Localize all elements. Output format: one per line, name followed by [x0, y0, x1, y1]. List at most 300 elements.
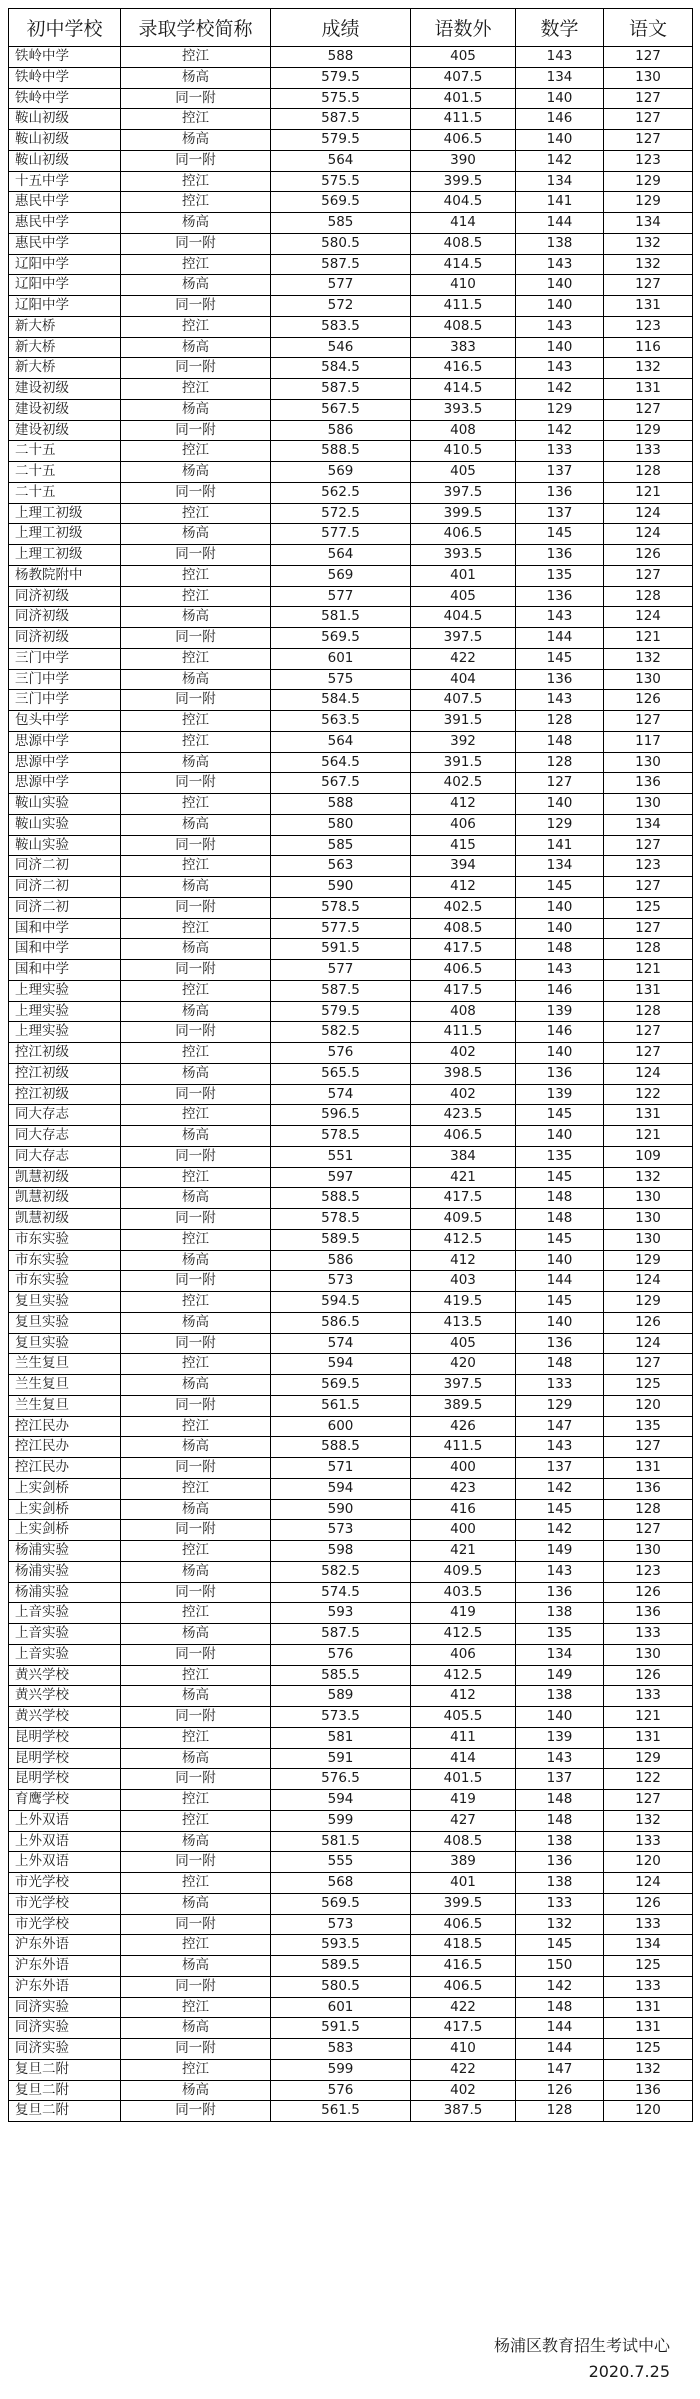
- cell-junior-school: 新大桥: [9, 358, 121, 379]
- cell-math: 144: [516, 628, 604, 649]
- cell-math: 144: [516, 2018, 604, 2039]
- cell-admitted-school: 杨高: [121, 1831, 271, 1852]
- cell-chinese: 130: [604, 1541, 693, 1562]
- table-row: [9, 1624, 693, 1645]
- cell-junior-school: 思源中学: [9, 752, 121, 773]
- table-row: [9, 1354, 693, 1375]
- cell-total-score: 564: [271, 150, 411, 171]
- cell-admitted-school: 同一附: [121, 1520, 271, 1541]
- cell-junior-school: 鞍山实验: [9, 794, 121, 815]
- cell-chinese-math-english: 403.5: [411, 1582, 516, 1603]
- cell-chinese-math-english: 415: [411, 835, 516, 856]
- cell-total-score: 601: [271, 1997, 411, 2018]
- cell-admitted-school: 控江: [121, 918, 271, 939]
- cell-chinese-math-english: 407.5: [411, 690, 516, 711]
- cell-junior-school: 上理工初级: [9, 524, 121, 545]
- cell-chinese-math-english: 406: [411, 1644, 516, 1665]
- cell-math: 148: [516, 1188, 604, 1209]
- table-row: [9, 1105, 693, 1126]
- cell-admitted-school: 控江: [121, 1105, 271, 1126]
- cell-total-score: 587.5: [271, 254, 411, 275]
- cell-math: 142: [516, 379, 604, 400]
- table-row: [9, 358, 693, 379]
- cell-total-score: 579.5: [271, 1001, 411, 1022]
- cell-junior-school: 二十五: [9, 462, 121, 483]
- cell-math: 136: [516, 1333, 604, 1354]
- cell-chinese: 126: [604, 690, 693, 711]
- cell-chinese-math-english: 409.5: [411, 1561, 516, 1582]
- cell-admitted-school: 同一附: [121, 482, 271, 503]
- cell-chinese: 130: [604, 752, 693, 773]
- cell-chinese: 123: [604, 150, 693, 171]
- table-row: [9, 379, 693, 400]
- table-row: [9, 980, 693, 1001]
- cell-chinese: 123: [604, 316, 693, 337]
- cell-chinese-math-english: 419: [411, 1790, 516, 1811]
- cell-admitted-school: 杨高: [121, 1188, 271, 1209]
- cell-math: 140: [516, 1707, 604, 1728]
- cell-chinese-math-english: 427: [411, 1810, 516, 1831]
- cell-junior-school: 复旦实验: [9, 1312, 121, 1333]
- cell-chinese-math-english: 402.5: [411, 773, 516, 794]
- cell-total-score: 576: [271, 1043, 411, 1064]
- cell-junior-school: 控江初级: [9, 1084, 121, 1105]
- cell-math: 133: [516, 441, 604, 462]
- cell-junior-school: 鞍山初级: [9, 130, 121, 151]
- cell-chinese-math-english: 418.5: [411, 1935, 516, 1956]
- cell-total-score: 587.5: [271, 109, 411, 130]
- cell-math: 141: [516, 192, 604, 213]
- cell-chinese-math-english: 414: [411, 213, 516, 234]
- table-row: [9, 939, 693, 960]
- cell-chinese: 136: [604, 773, 693, 794]
- cell-junior-school: 上理工初级: [9, 545, 121, 566]
- table-row: [9, 1893, 693, 1914]
- cell-chinese-math-english: 402.5: [411, 897, 516, 918]
- cell-total-score: 565.5: [271, 1063, 411, 1084]
- cell-math: 140: [516, 337, 604, 358]
- cell-junior-school: 辽阳中学: [9, 254, 121, 275]
- table-row: [9, 607, 693, 628]
- cell-admitted-school: 控江: [121, 441, 271, 462]
- table-row: [9, 773, 693, 794]
- cell-total-score: 579.5: [271, 67, 411, 88]
- cell-math: 142: [516, 1478, 604, 1499]
- cell-total-score: 591.5: [271, 939, 411, 960]
- cell-junior-school: 杨浦实验: [9, 1582, 121, 1603]
- table-row: [9, 171, 693, 192]
- cell-math: 138: [516, 233, 604, 254]
- cell-chinese-math-english: 398.5: [411, 1063, 516, 1084]
- cell-chinese-math-english: 402: [411, 1084, 516, 1105]
- cell-admitted-school: 同一附: [121, 1022, 271, 1043]
- cell-admitted-school: 同一附: [121, 545, 271, 566]
- table-row: [9, 337, 693, 358]
- cell-chinese-math-english: 408.5: [411, 233, 516, 254]
- table-body: [9, 47, 693, 2122]
- cell-chinese-math-english: 387.5: [411, 2101, 516, 2122]
- cell-math: 150: [516, 1956, 604, 1977]
- cell-admitted-school: 杨高: [121, 1956, 271, 1977]
- cell-total-score: 546: [271, 337, 411, 358]
- cell-chinese: 133: [604, 1914, 693, 1935]
- cell-chinese: 133: [604, 441, 693, 462]
- cell-chinese: 129: [604, 192, 693, 213]
- cell-chinese-math-english: 391.5: [411, 711, 516, 732]
- cell-total-score: 578.5: [271, 897, 411, 918]
- cell-admitted-school: 同一附: [121, 1395, 271, 1416]
- cell-chinese: 136: [604, 1478, 693, 1499]
- cell-total-score: 574.5: [271, 1582, 411, 1603]
- cell-chinese: 117: [604, 731, 693, 752]
- cell-junior-school: 黄兴学校: [9, 1686, 121, 1707]
- cell-chinese: 127: [604, 1790, 693, 1811]
- cell-admitted-school: 杨高: [121, 524, 271, 545]
- table-row: [9, 586, 693, 607]
- cell-chinese-math-english: 421: [411, 1167, 516, 1188]
- table-row: [9, 1831, 693, 1852]
- cell-total-score: 578.5: [271, 1209, 411, 1230]
- cell-admitted-school: 同一附: [121, 1209, 271, 1230]
- cell-total-score: 581.5: [271, 1831, 411, 1852]
- table-row: [9, 1146, 693, 1167]
- cell-chinese: 124: [604, 503, 693, 524]
- cell-admitted-school: 控江: [121, 586, 271, 607]
- cell-junior-school: 惠民中学: [9, 213, 121, 234]
- cell-chinese-math-english: 420: [411, 1354, 516, 1375]
- table-row: [9, 1810, 693, 1831]
- cell-total-score: 591.5: [271, 2018, 411, 2039]
- table-row: [9, 296, 693, 317]
- cell-math: 136: [516, 1582, 604, 1603]
- cell-chinese-math-english: 406.5: [411, 1914, 516, 1935]
- cell-chinese: 132: [604, 2059, 693, 2080]
- cell-math: 146: [516, 1022, 604, 1043]
- cell-junior-school: 杨教院附中: [9, 565, 121, 586]
- table-row: [9, 1084, 693, 1105]
- cell-admitted-school: 杨高: [121, 752, 271, 773]
- cell-total-score: 589.5: [271, 1229, 411, 1250]
- cell-chinese: 126: [604, 1582, 693, 1603]
- cell-admitted-school: 杨高: [121, 1126, 271, 1147]
- table-row: [9, 1541, 693, 1562]
- cell-chinese-math-english: 408.5: [411, 1831, 516, 1852]
- cell-junior-school: 同济二初: [9, 856, 121, 877]
- cell-chinese-math-english: 397.5: [411, 482, 516, 503]
- cell-chinese-math-english: 417.5: [411, 2018, 516, 2039]
- cell-total-score: 573: [271, 1520, 411, 1541]
- cell-chinese: 134: [604, 814, 693, 835]
- cell-chinese-math-english: 397.5: [411, 1375, 516, 1396]
- cell-total-score: 580.5: [271, 233, 411, 254]
- cell-junior-school: 上实剑桥: [9, 1478, 121, 1499]
- cell-math: 128: [516, 2101, 604, 2122]
- cell-chinese: 121: [604, 482, 693, 503]
- cell-junior-school: 昆明学校: [9, 1748, 121, 1769]
- cell-admitted-school: 同一附: [121, 690, 271, 711]
- cell-total-score: 571: [271, 1458, 411, 1479]
- table-row: [9, 1209, 693, 1230]
- cell-math: 138: [516, 1603, 604, 1624]
- header-math: 数学: [516, 9, 604, 47]
- cell-admitted-school: 控江: [121, 171, 271, 192]
- cell-math: 136: [516, 482, 604, 503]
- table-row: [9, 1976, 693, 1997]
- table-row: [9, 254, 693, 275]
- cell-math: 143: [516, 607, 604, 628]
- table-row: [9, 1001, 693, 1022]
- cell-admitted-school: 同一附: [121, 1084, 271, 1105]
- table-row: [9, 1167, 693, 1188]
- cell-chinese: 121: [604, 1126, 693, 1147]
- cell-chinese: 126: [604, 1665, 693, 1686]
- cell-chinese: 125: [604, 897, 693, 918]
- cell-chinese-math-english: 412: [411, 794, 516, 815]
- cell-chinese-math-english: 406.5: [411, 1976, 516, 1997]
- cell-junior-school: 鞍山初级: [9, 109, 121, 130]
- cell-junior-school: 十五中学: [9, 171, 121, 192]
- cell-chinese-math-english: 416: [411, 1499, 516, 1520]
- cell-total-score: 586: [271, 420, 411, 441]
- cell-chinese-math-english: 416.5: [411, 1956, 516, 1977]
- cell-chinese-math-english: 412.5: [411, 1229, 516, 1250]
- cell-admitted-school: 杨高: [121, 939, 271, 960]
- cell-total-score: 576.5: [271, 1769, 411, 1790]
- cell-junior-school: 昆明学校: [9, 1769, 121, 1790]
- cell-total-score: 588.5: [271, 1437, 411, 1458]
- cell-total-score: 577: [271, 960, 411, 981]
- cell-total-score: 590: [271, 877, 411, 898]
- table-row: [9, 1997, 693, 2018]
- cell-chinese-math-english: 399.5: [411, 171, 516, 192]
- cell-math: 146: [516, 980, 604, 1001]
- cell-chinese-math-english: 417.5: [411, 939, 516, 960]
- cell-chinese: 127: [604, 275, 693, 296]
- cell-chinese-math-english: 405: [411, 462, 516, 483]
- table-row: [9, 1312, 693, 1333]
- cell-total-score: 569.5: [271, 628, 411, 649]
- cell-junior-school: 黄兴学校: [9, 1665, 121, 1686]
- cell-chinese: 127: [604, 1043, 693, 1064]
- cell-chinese-math-english: 411.5: [411, 296, 516, 317]
- cell-admitted-school: 杨高: [121, 669, 271, 690]
- cell-chinese: 130: [604, 1229, 693, 1250]
- table-row: [9, 1644, 693, 1665]
- cell-chinese: 128: [604, 1001, 693, 1022]
- cell-admitted-school: 同一附: [121, 1707, 271, 1728]
- table-row: [9, 1956, 693, 1977]
- cell-chinese: 130: [604, 1644, 693, 1665]
- cell-admitted-school: 控江: [121, 1541, 271, 1562]
- cell-chinese-math-english: 408: [411, 1001, 516, 1022]
- table-row: [9, 545, 693, 566]
- cell-admitted-school: 同一附: [121, 897, 271, 918]
- cell-chinese: 134: [604, 1935, 693, 1956]
- cell-total-score: 575.5: [271, 88, 411, 109]
- cell-chinese: 131: [604, 2018, 693, 2039]
- cell-chinese: 124: [604, 1873, 693, 1894]
- cell-math: 140: [516, 794, 604, 815]
- cell-total-score: 597: [271, 1167, 411, 1188]
- cell-math: 137: [516, 503, 604, 524]
- cell-total-score: 574: [271, 1084, 411, 1105]
- cell-math: 145: [516, 1935, 604, 1956]
- cell-chinese-math-english: 400: [411, 1458, 516, 1479]
- cell-total-score: 601: [271, 648, 411, 669]
- cell-total-score: 593.5: [271, 1935, 411, 1956]
- cell-junior-school: 兰生复旦: [9, 1354, 121, 1375]
- cell-math: 134: [516, 1644, 604, 1665]
- cell-math: 142: [516, 150, 604, 171]
- cell-chinese-math-english: 410: [411, 2039, 516, 2060]
- table-row: [9, 503, 693, 524]
- cell-total-score: 588.5: [271, 1188, 411, 1209]
- cell-junior-school: 惠民中学: [9, 192, 121, 213]
- cell-junior-school: 兰生复旦: [9, 1375, 121, 1396]
- cell-chinese: 124: [604, 1271, 693, 1292]
- cell-math: 140: [516, 296, 604, 317]
- cell-chinese: 127: [604, 1354, 693, 1375]
- cell-junior-school: 市光学校: [9, 1873, 121, 1894]
- cell-total-score: 573: [271, 1914, 411, 1935]
- cell-chinese-math-english: 419: [411, 1603, 516, 1624]
- cell-total-score: 567.5: [271, 773, 411, 794]
- cell-admitted-school: 控江: [121, 379, 271, 400]
- cell-admitted-school: 杨高: [121, 399, 271, 420]
- cell-total-score: 585: [271, 213, 411, 234]
- cell-total-score: 586: [271, 1250, 411, 1271]
- cell-chinese-math-english: 407.5: [411, 67, 516, 88]
- cell-math: 140: [516, 1250, 604, 1271]
- cell-math: 143: [516, 690, 604, 711]
- cell-total-score: 588: [271, 47, 411, 68]
- table-row: [9, 565, 693, 586]
- cell-chinese: 133: [604, 1686, 693, 1707]
- cell-math: 142: [516, 1520, 604, 1541]
- table-row: [9, 213, 693, 234]
- cell-chinese-math-english: 412: [411, 1250, 516, 1271]
- table-row: [9, 2018, 693, 2039]
- cell-total-score: 564: [271, 545, 411, 566]
- cell-total-score: 569.5: [271, 192, 411, 213]
- cell-chinese: 126: [604, 1893, 693, 1914]
- cell-total-score: 586.5: [271, 1312, 411, 1333]
- cell-chinese: 133: [604, 1624, 693, 1645]
- cell-admitted-school: 杨高: [121, 1437, 271, 1458]
- cell-math: 140: [516, 130, 604, 151]
- cell-chinese: 127: [604, 565, 693, 586]
- cell-chinese-math-english: 408.5: [411, 316, 516, 337]
- cell-admitted-school: 杨高: [121, 130, 271, 151]
- cell-chinese-math-english: 401: [411, 1873, 516, 1894]
- cell-chinese: 125: [604, 1375, 693, 1396]
- cell-math: 129: [516, 399, 604, 420]
- table-row: [9, 275, 693, 296]
- table-row: [9, 1188, 693, 1209]
- cell-admitted-school: 控江: [121, 1603, 271, 1624]
- cell-chinese: 127: [604, 130, 693, 151]
- cell-math: 147: [516, 1416, 604, 1437]
- table-row: [9, 1416, 693, 1437]
- cell-chinese: 131: [604, 1105, 693, 1126]
- cell-junior-school: 上实剑桥: [9, 1499, 121, 1520]
- cell-junior-school: 同大存志: [9, 1126, 121, 1147]
- cell-math: 139: [516, 1727, 604, 1748]
- table-row: [9, 1126, 693, 1147]
- cell-admitted-school: 控江: [121, 1167, 271, 1188]
- cell-total-score: 576: [271, 1644, 411, 1665]
- cell-admitted-school: 同一附: [121, 358, 271, 379]
- cell-chinese: 130: [604, 794, 693, 815]
- cell-admitted-school: 同一附: [121, 150, 271, 171]
- cell-junior-school: 建设初级: [9, 420, 121, 441]
- cell-junior-school: 上外双语: [9, 1810, 121, 1831]
- cell-math: 134: [516, 67, 604, 88]
- cell-total-score: 594.5: [271, 1292, 411, 1313]
- cell-math: 144: [516, 213, 604, 234]
- table-row: [9, 628, 693, 649]
- cell-math: 137: [516, 462, 604, 483]
- cell-admitted-school: 杨高: [121, 1375, 271, 1396]
- cell-chinese: 128: [604, 462, 693, 483]
- cell-math: 137: [516, 1458, 604, 1479]
- cell-total-score: 555: [271, 1852, 411, 1873]
- table-row: [9, 1458, 693, 1479]
- cell-chinese: 131: [604, 379, 693, 400]
- cell-chinese-math-english: 406.5: [411, 130, 516, 151]
- cell-chinese: 133: [604, 1976, 693, 1997]
- cell-total-score: 587.5: [271, 1624, 411, 1645]
- cell-chinese-math-english: 411.5: [411, 1022, 516, 1043]
- cell-chinese: 128: [604, 586, 693, 607]
- cell-total-score: 589.5: [271, 1956, 411, 1977]
- cell-total-score: 569: [271, 565, 411, 586]
- table-row: [9, 1603, 693, 1624]
- cell-math: 140: [516, 88, 604, 109]
- table-row: [9, 1686, 693, 1707]
- cell-total-score: 577: [271, 586, 411, 607]
- table-row: [9, 960, 693, 981]
- table-row: [9, 1043, 693, 1064]
- cell-math: 135: [516, 1146, 604, 1167]
- header-total-score: 成绩: [271, 9, 411, 47]
- header-chinese-math-english: 语数外: [411, 9, 516, 47]
- table-row: [9, 669, 693, 690]
- cell-admitted-school: 同一附: [121, 1271, 271, 1292]
- cell-admitted-school: 杨高: [121, 814, 271, 835]
- table-row: [9, 1727, 693, 1748]
- table-row: [9, 130, 693, 151]
- cell-chinese: 133: [604, 1831, 693, 1852]
- table-row: [9, 1914, 693, 1935]
- cell-admitted-school: 控江: [121, 1043, 271, 1064]
- cell-admitted-school: 杨高: [121, 67, 271, 88]
- cell-chinese: 126: [604, 1312, 693, 1333]
- cell-chinese-math-english: 414: [411, 1748, 516, 1769]
- cell-chinese: 127: [604, 1520, 693, 1541]
- cell-chinese: 124: [604, 1063, 693, 1084]
- cell-junior-school: 惠民中学: [9, 233, 121, 254]
- cell-total-score: 580.5: [271, 1976, 411, 1997]
- cell-junior-school: 包头中学: [9, 711, 121, 732]
- cell-admitted-school: 控江: [121, 1665, 271, 1686]
- cell-junior-school: 上理实验: [9, 1022, 121, 1043]
- cell-chinese: 130: [604, 1188, 693, 1209]
- cell-chinese: 129: [604, 1748, 693, 1769]
- cell-admitted-school: 杨高: [121, 1686, 271, 1707]
- cell-chinese: 122: [604, 1084, 693, 1105]
- cell-chinese: 109: [604, 1146, 693, 1167]
